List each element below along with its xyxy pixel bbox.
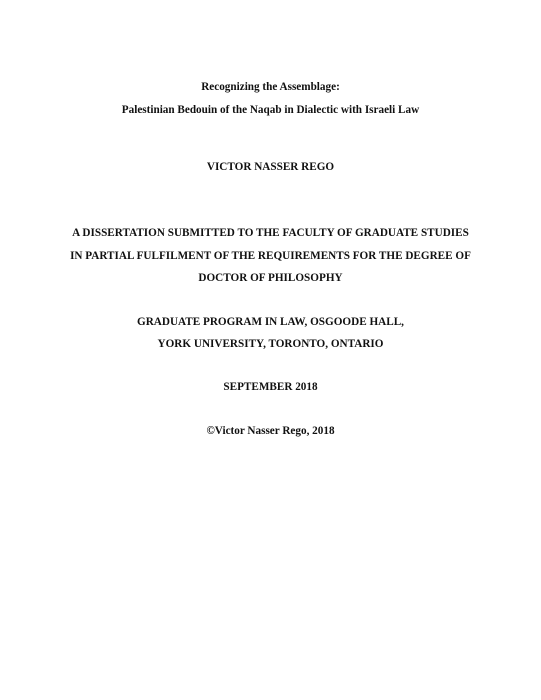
submission-line-3: DOCTOR OF PHILOSOPHY [198,272,343,284]
submission-line-2: IN PARTIAL FULFILMENT OF THE REQUIREMENTS FOR THE DEGREE OF [70,250,471,262]
program-line-1: GRADUATE PROGRAM IN LAW, OSGOODE HALL, [137,316,404,328]
program-line-2: YORK UNIVERSITY, TORONTO, ONTARIO [157,338,384,350]
copyright-notice: ©Victor Nasser Rego, 2018 [206,425,335,437]
title-line-1: Recognizing the Assemblage: [201,81,340,93]
submission-date: SEPTEMBER 2018 [223,381,318,393]
submission-line-1: A DISSERTATION SUBMITTED TO THE FACULTY OF GRADUATE STUDIES [72,227,469,239]
title-line-2: Palestinian Bedouin of the Naqab in Dialectic with Israeli Law [121,104,420,116]
author-name: VICTOR NASSER REGO [206,161,335,173]
